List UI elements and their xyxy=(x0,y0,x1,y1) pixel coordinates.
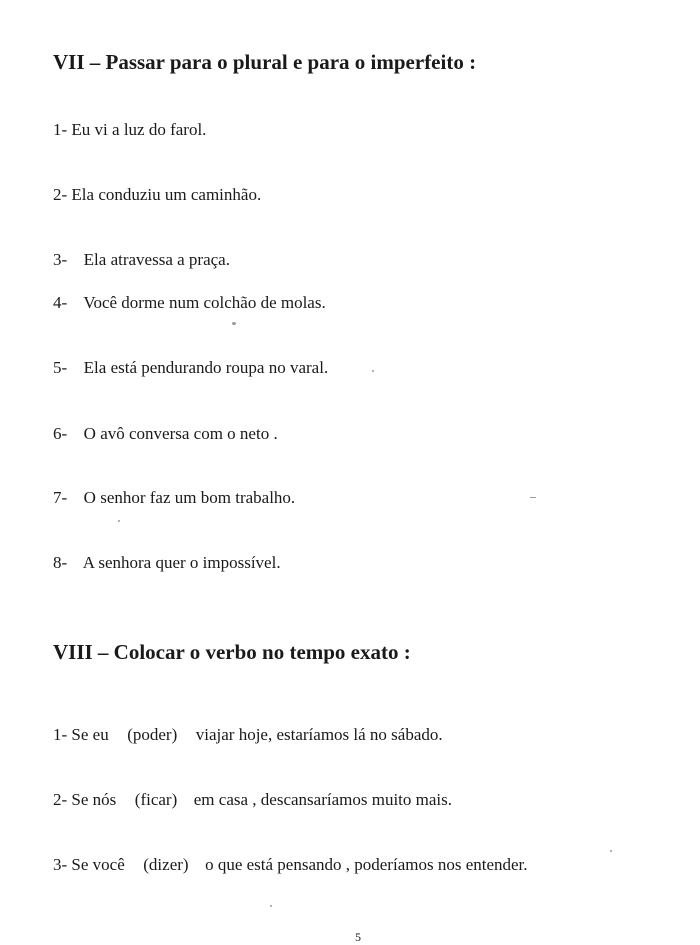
exercise-viii-item-2 xyxy=(53,790,452,810)
item-text: Ela está pendurando roupa no varal. xyxy=(83,358,329,377)
item-number: 1- xyxy=(53,725,68,744)
item-text: A senhora quer o impossível. xyxy=(82,553,281,572)
scan-speck xyxy=(372,370,374,372)
item-number: 7- xyxy=(53,488,68,507)
exercise-vii-item-4 xyxy=(53,293,326,313)
scan-speck xyxy=(530,497,536,498)
item-number: 3- xyxy=(53,250,68,269)
item-subject: Se nós xyxy=(71,790,117,809)
scan-speck xyxy=(610,850,612,852)
exercise-vii-item-2 xyxy=(53,185,261,205)
item-text: Ela conduziu um caminhão. xyxy=(71,185,262,204)
scan-speck xyxy=(118,520,120,522)
item-text: viajar hoje, estaríamos lá no sábado. xyxy=(195,725,443,744)
item-text: O senhor faz um bom trabalho. xyxy=(83,488,296,507)
item-number: 5- xyxy=(53,358,68,377)
verb-prompt: (poder) xyxy=(127,725,178,744)
item-text: Eu vi a luz do farol. xyxy=(71,120,207,139)
item-text: o que está pensando , poderíamos nos entender. xyxy=(205,855,528,874)
section-vii-title: VII – Passar para o plural e para o imperfeito : xyxy=(53,50,477,74)
exercise-vii-item-8 xyxy=(53,553,281,573)
exercise-viii-item-1 xyxy=(53,725,443,745)
exercise-vii-item-7 xyxy=(53,488,295,508)
item-number: 2- xyxy=(53,185,68,204)
item-number: 8- xyxy=(53,553,68,572)
exercise-vii-item-1 xyxy=(53,120,206,140)
item-subject: Se eu xyxy=(71,725,109,744)
verb-prompt: (ficar) xyxy=(134,790,178,809)
item-number: 1- xyxy=(53,120,68,139)
item-text: em casa , descansaríamos muito mais. xyxy=(193,790,452,809)
item-number: 3- xyxy=(53,855,68,874)
item-number: 4- xyxy=(53,293,68,312)
exercise-viii-item-3 xyxy=(53,855,528,875)
item-number: 6- xyxy=(53,424,68,443)
page-number: 5 xyxy=(355,930,361,944)
verb-prompt: (dizer) xyxy=(143,855,189,874)
exercise-vii-item-5 xyxy=(53,358,328,378)
item-text: O avô conversa com o neto . xyxy=(83,424,278,443)
section-viii-title: VIII – Colocar o verbo no tempo exato : xyxy=(53,640,411,664)
item-number: 2- xyxy=(53,790,68,809)
scan-speck xyxy=(270,905,272,907)
item-text: Ela atravessa a praça. xyxy=(83,250,230,269)
scan-speck xyxy=(232,322,236,325)
exercise-vii-item-6 xyxy=(53,424,278,444)
item-text: Você dorme num colchão de molas. xyxy=(83,293,326,312)
exercise-vii-item-3 xyxy=(53,250,230,270)
item-subject: Se você xyxy=(71,855,125,874)
